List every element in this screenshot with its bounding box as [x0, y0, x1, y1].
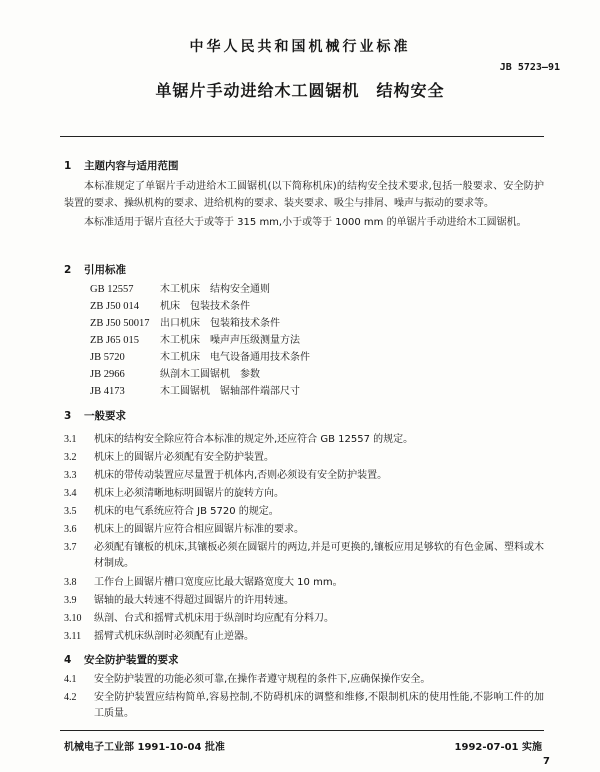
requirement-number: 3.9 — [64, 595, 77, 606]
requirement-item — [64, 432, 544, 448]
reference-code: ZB J65 015 — [90, 335, 140, 346]
requirement-number: 3.8 — [64, 577, 77, 588]
requirement-item — [64, 468, 544, 484]
requirement-number: 3.7 — [64, 542, 77, 553]
requirement-number: 3.3 — [64, 470, 77, 481]
reference-row — [90, 333, 300, 348]
reference-row — [90, 384, 300, 399]
requirement-number: 3.5 — [64, 506, 77, 517]
approval-info: 机械电子工业部 1991-10-04 批准 — [64, 742, 225, 753]
reference-name: 纵剖木工圆锯机 参数 — [160, 369, 260, 380]
requirement-number: 3.11 — [64, 631, 82, 642]
requirement-item — [64, 690, 544, 722]
reference-row — [90, 282, 270, 297]
requirement-text: 机床的电气系统应符合 JB 5720 的规定。 — [94, 506, 279, 517]
reference-name: 木工圆锯机 锯轴部件端部尺寸 — [160, 386, 300, 397]
requirement-text: 摇臂式机床纵剖时必须配有止逆器。 — [94, 631, 254, 642]
requirement-text: 机床上必须清晰地标明圆锯片的旋转方向。 — [94, 488, 284, 499]
requirement-text: 安全防护装置应结构简单,容易控制,不防碍机床的调整和维修,不限制机床的使用性能,不影响工件的加工质量。 — [94, 692, 544, 719]
requirement-number: 4.2 — [64, 692, 77, 703]
requirement-item — [64, 575, 544, 591]
requirement-item — [64, 593, 544, 609]
requirement-text: 纵剖、台式和摇臂式机床用于纵剖时均应配有分料刀。 — [94, 613, 334, 624]
standard-number: JB 5723—91 — [499, 62, 560, 73]
requirement-item — [64, 450, 544, 466]
requirement-item — [64, 672, 544, 688]
requirement-text: 机床的带传动装置应尽量置于机体内,否则必须设有安全防护装置。 — [94, 470, 388, 481]
section-1-heading — [64, 158, 179, 173]
section-number: 3 — [64, 410, 72, 422]
reference-name: 出口机床 包装箱技术条件 — [160, 318, 280, 329]
requirement-number: 4.1 — [64, 674, 77, 685]
standard-category-title: 中华人民共和国机械行业标准 — [189, 39, 411, 55]
reference-code: GB 12557 — [90, 284, 134, 295]
reference-name: 木工机床 结构安全通则 — [160, 284, 270, 295]
reference-row — [90, 367, 260, 382]
requirement-item — [64, 540, 544, 572]
requirement-text: 安全防护装置的功能必须可靠,在操作者遵守规程的条件下,应确保操作安全。 — [94, 674, 431, 685]
section-1-paragraph-1: 本标准规定了单锯片手动进给木工圆锯机(以下简称机床)的结构安全技术要求,包括一般要求、安全防护装置的要求、操纵机构的要求、进给机构的要求、装夹要求、吸尘与排屑、噪声与振动的要求等。 — [64, 181, 544, 209]
page-number: 7 — [543, 756, 550, 767]
section-4-heading — [64, 652, 179, 667]
requirement-text: 锯轴的最大转速不得超过圆锯片的许用转速。 — [94, 595, 294, 606]
document-title: 单锯片手动进给木工圆锯机 结构安全 — [155, 81, 445, 100]
section-3-heading — [64, 408, 126, 423]
section-number: 2 — [64, 264, 72, 276]
section-number: 1 — [64, 160, 72, 172]
requirement-number: 3.4 — [64, 488, 77, 499]
requirement-text: 机床上的圆锯片必须配有安全防护装置。 — [94, 452, 274, 463]
reference-name: 机床 包装技术条件 — [160, 301, 250, 312]
requirement-item — [64, 629, 544, 645]
section-1-paragraph-2: 本标准适用于锯片直径大于或等于 315 mm,小于或等于 1000 mm 的单锯片手动进给木工圆锯机。 — [84, 217, 527, 228]
reference-name: 木工机床 噪声声压级测量方法 — [160, 335, 300, 346]
reference-code: JB 4173 — [90, 386, 125, 397]
requirement-number: 3.6 — [64, 524, 77, 535]
implementation-date: 1992-07-01 实施 — [454, 742, 542, 753]
requirement-item — [64, 486, 544, 502]
section-2-heading — [64, 262, 126, 277]
requirement-text: 必须配有镶板的机床,其镶板必须在圆锯片的两边,并是可更换的,镶板应用足够软的有色金属、塑料或木材制成。 — [94, 542, 544, 569]
reference-code: JB 2966 — [90, 369, 125, 380]
footer-divider — [60, 730, 544, 731]
requirement-text: 机床上的圆锯片应符合相应圆锯片标准的要求。 — [94, 524, 304, 535]
requirement-item — [64, 504, 544, 520]
requirement-item — [64, 611, 544, 627]
section-title: 安全防护装置的要求 — [84, 654, 179, 666]
reference-name: 木工机床 电气设备通用技术条件 — [160, 352, 310, 363]
requirement-number: 3.2 — [64, 452, 77, 463]
reference-row — [90, 316, 280, 331]
section-title: 一般要求 — [84, 410, 126, 422]
requirement-number: 3.1 — [64, 434, 77, 445]
section-number: 4 — [64, 654, 72, 666]
requirement-number: 3.10 — [64, 613, 82, 624]
reference-code: JB 5720 — [90, 352, 125, 363]
requirement-text: 机床的结构安全除应符合本标准的规定外,还应符合 GB 12557 的规定。 — [94, 434, 414, 445]
reference-row — [90, 350, 310, 365]
reference-code: ZB J50 50017 — [90, 318, 150, 329]
requirement-item — [64, 522, 544, 538]
section-title: 引用标准 — [84, 264, 126, 276]
requirement-text: 工作台上圆锯片槽口宽度应比最大锯路宽度大 10 mm。 — [94, 577, 343, 588]
reference-code: ZB J50 014 — [90, 301, 140, 312]
header-divider — [60, 136, 544, 137]
section-title: 主题内容与适用范围 — [84, 160, 179, 172]
reference-row — [90, 299, 250, 314]
